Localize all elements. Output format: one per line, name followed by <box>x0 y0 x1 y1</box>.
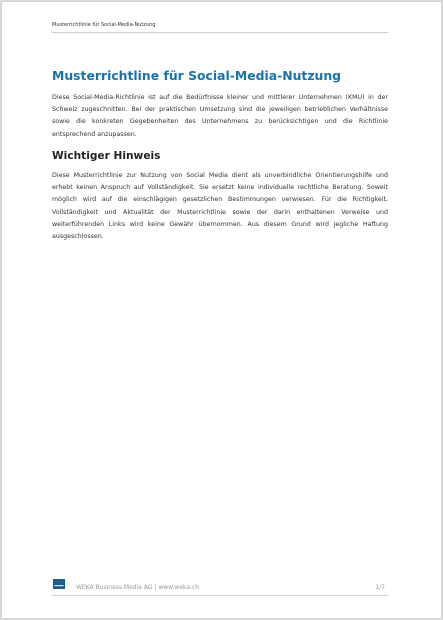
document-title: Musterrichtline für Social-Media-Nutzung <box>52 68 342 83</box>
intro-paragraph: Diese Social-Media-Richtlinie ist auf die Bedürfnisse kleiner und mittlerer Unternehmen (KMU) in der Schweiz zugeschnitten. Bei der praktischen Umsetzung sind die jeweiligen betrieblichen Verhältnisse sowie die konkreten Gegebenheiten des Unternehmens zu berücksichtigen und die Richtlinie entsprechend anzupassen. <box>52 94 388 138</box>
page-number: 1/7 <box>375 584 385 591</box>
footer-divider <box>52 595 388 596</box>
notice-paragraph: Diese Musterrichtlinie zur Nutzung von Social Media dient als unverbindliche Orientierungshilfe und erhebt keinen Anspruch auf Vollständigkeit. Sie ersetzt keine individuelle rechtliche Beratung. Soweit möglich wird auf die einschlägigen gesetzlichen Bestimmungen verwiesen. Für die Richtigkeit, Vollständigkeit und Aktualität der Musterrichtlinie sowie der darin enthaltenen Verweise und weiterführenden Links wird keine Gewähr übernommen. Aus diesem Grund wird jegliche Haftung ausgeschlossen. <box>52 172 388 241</box>
section-heading-notice: Wichtiger Hinweis <box>52 150 161 162</box>
footer-publisher: WEKA Business Media AG | www.weka.ch <box>76 584 200 591</box>
header-divider <box>52 32 388 33</box>
weka-logo-icon <box>53 579 65 589</box>
running-header: Musterrichtlinie für Social-Media-Nutzung <box>52 22 156 28</box>
document-page <box>1 1 442 619</box>
